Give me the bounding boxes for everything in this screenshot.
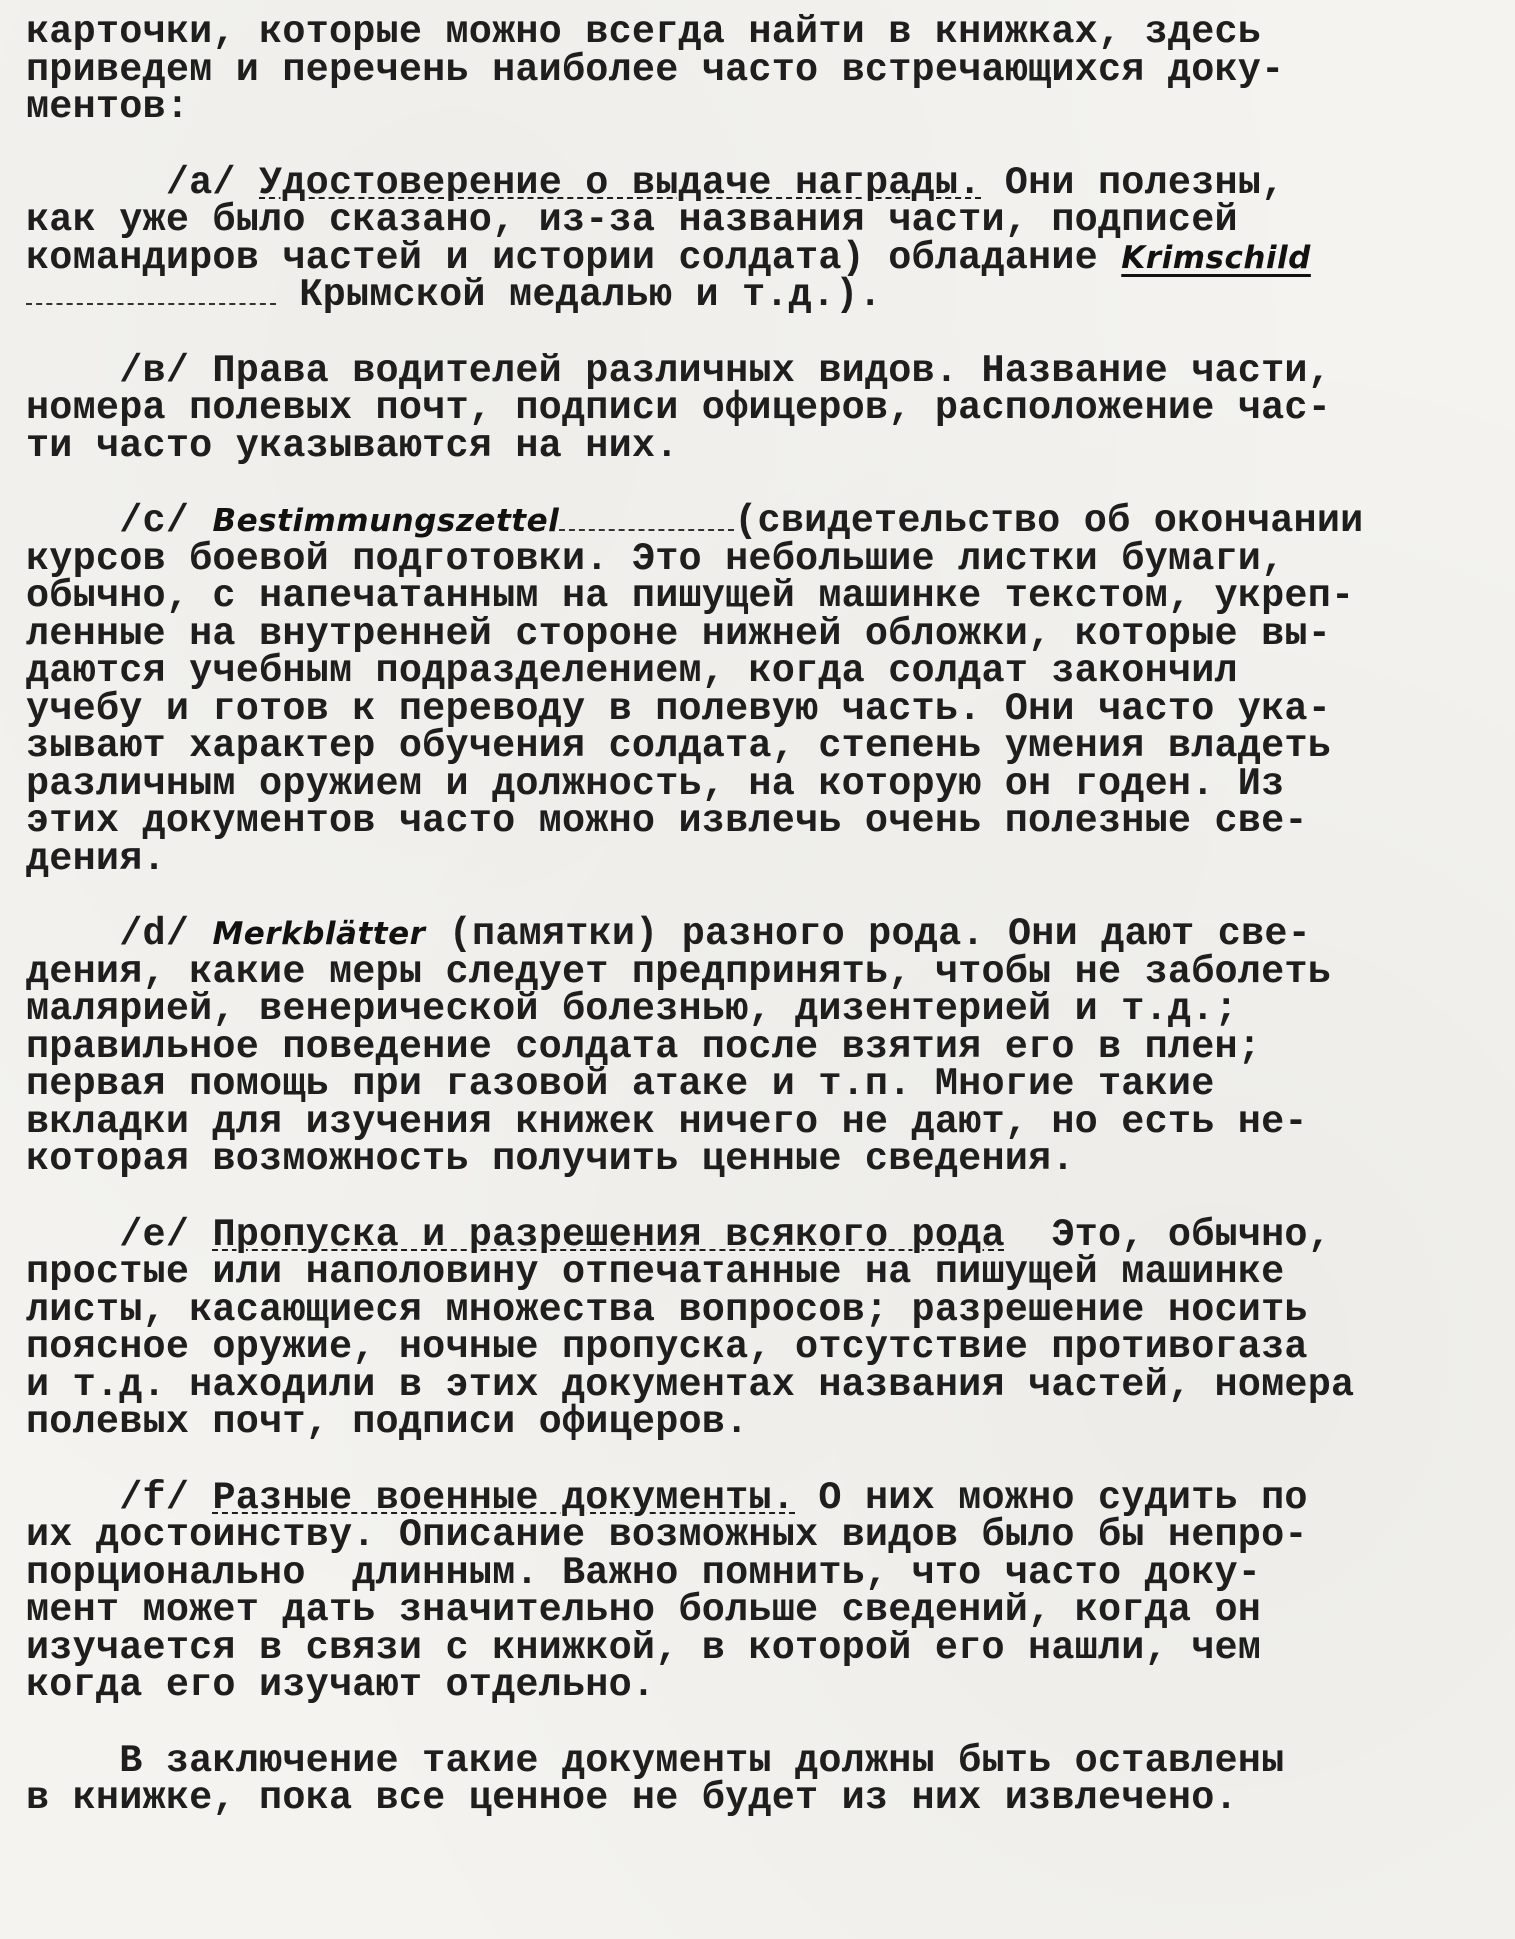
paragraph-gap: [26, 1705, 1496, 1743]
blank-underline: [26, 303, 276, 305]
paragraph-gap: [26, 1179, 1496, 1217]
conclusion-text: В заключение такие документы должны быть оставлены: [119, 1738, 1285, 1783]
text-line: ти часто указываются на них.: [26, 423, 679, 468]
item-a-marker: /а/: [165, 160, 260, 205]
item-e-marker: /е/: [119, 1212, 213, 1257]
paragraph-gap: [26, 465, 1496, 503]
text-fragment: Крымской медалью и т.д.).: [276, 273, 882, 317]
text-line: ленные на внутренней стороне нижней обложки, которые вы-: [26, 611, 1332, 656]
conclusion-line: [26, 1738, 1496, 1783]
typewritten-text-body: [26, 10, 1496, 1820]
text-fragment: командиров частей и истории солдата) обладание: [26, 235, 1122, 280]
item-f-rest: О них можно судить по: [795, 1475, 1308, 1520]
text-line: полевых почт, подписи офицеров.: [26, 1400, 749, 1444]
item-c-rest: (свидетельство об окончании: [734, 499, 1364, 543]
item-a-title: Удостоверение о выдаче награды.: [259, 160, 982, 205]
text-line: этих документов часто можно извлечь очень полезные све-: [26, 799, 1308, 843]
item-e-title: Пропуска и разрешения всякого рода: [212, 1212, 1005, 1257]
text-line: малярией, венерической болезнью, дизентерией и т.д.;: [26, 987, 1238, 1031]
text-line: курсов боевой подготовки. Это небольшие листки бумаги,: [26, 536, 1285, 581]
text-line: вкладки для изучения книжек ничего не дают, но есть не-: [26, 1099, 1308, 1144]
handwritten-insert-bestimmungszettel: Bestimmungszettel: [212, 503, 560, 539]
text-line: как уже было сказано, из-за названия части, подписей: [26, 198, 1238, 242]
text-line: мент может дать значительно больше сведений, когда он: [26, 1588, 1262, 1632]
text-line: в книжке, пока все ценное не будет из них извлечено.: [26, 1776, 1238, 1820]
item-c-heading-line: [26, 499, 1496, 543]
item-d-heading-line: [26, 912, 1496, 956]
text-line: дения.: [26, 836, 166, 881]
text-line: номера полевых почт, подписи офицеров, расположение час-: [26, 386, 1332, 430]
item-e-rest: Это, обычно,: [1004, 1212, 1332, 1257]
item-a-rest: Они полезны,: [981, 160, 1285, 205]
item-e-heading-line: [26, 1212, 1496, 1257]
text-line: [26, 235, 1496, 280]
paragraph-gap: [26, 878, 1496, 916]
text-line: карточки, которые можно всегда найти в книжках, здесь: [26, 10, 1262, 54]
text-line: ментов:: [26, 85, 190, 129]
text-line: правильное поведение солдата после взятия его в плен;: [26, 1024, 1262, 1069]
item-a-heading-line: [26, 160, 1496, 205]
item-c-marker: /с/: [119, 499, 213, 543]
text-line: приведем и перечень наиболее часто встречающихся доку-: [26, 47, 1285, 92]
handwritten-insert-krimschild: Krimschild: [1121, 239, 1311, 276]
item-d-marker: /d/: [119, 912, 213, 956]
paragraph-gap: [26, 1442, 1496, 1480]
text-line: изучается в связи с книжкой, в которой его нашли, чем: [26, 1625, 1262, 1670]
text-line: [26, 348, 1496, 393]
text-line: порционально длинным. Важно помнить, что часто доку-: [26, 1550, 1262, 1595]
text-line: учебу и готов к переводу в полевую часть. Они часто ука-: [26, 686, 1332, 731]
text-line: различным оружием и должность, на которую он годен. Из: [26, 761, 1285, 806]
text-line: [26, 273, 1496, 317]
text-line: и т.д. находили в этих документах названия частей, номера: [26, 1362, 1355, 1407]
text-line: дения, какие меры следует предпринять, чтобы не заболеть: [26, 949, 1332, 994]
text-line: когда его изучают отдельно.: [26, 1663, 656, 1707]
handwritten-insert-merkblaetter: Merkblätter: [212, 916, 426, 952]
item-f-title: Разные военные документы.: [212, 1475, 796, 1520]
paragraph-gap: [26, 315, 1496, 353]
text-line: зывают характер обучения солдата, степень умения владеть: [26, 724, 1332, 768]
text-line: обычно, с напечатанным на пишущей машинке текстом, укреп-: [26, 574, 1355, 618]
text-line: простые или наполовину отпечатанные на пишущей машинке: [26, 1250, 1285, 1294]
item-d-rest: (памятки) разного рода. Они дают све-: [425, 912, 1311, 956]
text-line: листы, касающиеся множества вопросов; разрешение носить: [26, 1287, 1308, 1332]
text-line: поясное оружие, ночные пропуска, отсутствие противогаза: [26, 1325, 1308, 1369]
text-line: их достоинству. Описание возможных видов было бы непро-: [26, 1513, 1308, 1557]
text-line: которая возможность получить ценные сведения.: [26, 1137, 1075, 1181]
item-f-heading-line: [26, 1475, 1496, 1520]
paragraph-gap: [26, 127, 1496, 165]
text-line: первая помощь при газовой атаке и т.п. Многие такие: [26, 1062, 1215, 1106]
text-line: даются учебным подразделением, когда солдат закончил: [26, 649, 1238, 693]
blank-underline: [559, 529, 734, 531]
item-f-marker: /f/: [119, 1475, 213, 1520]
item-b-text: /в/ Права водителей различных видов. Название части,: [119, 348, 1332, 393]
